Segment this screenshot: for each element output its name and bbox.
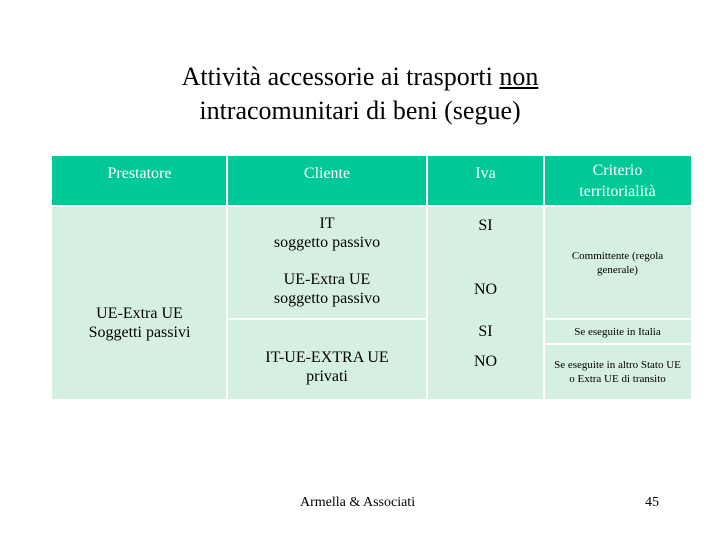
- title-line-1-text: Attività accessorie ai trasporti: [181, 62, 500, 91]
- separator: [544, 318, 691, 320]
- iva-privati-no-cell: NO: [427, 344, 544, 399]
- page-number: 45: [645, 495, 659, 510]
- header-prestatore: Prestatore: [52, 156, 227, 206]
- criterio-italia-cell: Se eseguite in Italia: [544, 319, 691, 344]
- criterio-altro-stato-cell: Se eseguite in altro Stato UE o Extra UE di transito: [544, 344, 691, 399]
- title-line-2: intracomunitari di beni (segue): [199, 96, 521, 125]
- cliente-it-line-2: soggetto passivo: [273, 233, 381, 251]
- cliente-it-line-1: IT: [319, 214, 335, 232]
- header-criterio: Criterio territorialità: [544, 156, 691, 206]
- cliente-it-cell: [227, 206, 427, 259]
- cliente-ue-line-1: UE-Extra UE: [283, 271, 371, 288]
- separator: [426, 156, 428, 399]
- iva-ue-cell: NO: [427, 259, 544, 319]
- slide-title: [60, 60, 660, 128]
- territoriality-table: [52, 156, 691, 399]
- iva-it-cell: SI: [427, 206, 544, 259]
- title-underlined-word: non: [499, 62, 539, 91]
- prestatore-cell: [52, 206, 227, 399]
- criterio-committente-cell: Committente (regola generale): [544, 206, 691, 319]
- separator: [544, 343, 691, 345]
- header-cliente: Cliente: [227, 156, 427, 206]
- separator: [543, 156, 545, 399]
- prestatore-line-2: Soggetti passivi: [88, 323, 191, 341]
- cliente-privati-cell: [227, 319, 427, 399]
- title-line-1: [60, 60, 660, 94]
- cliente-ue-line-2: soggetto passivo: [273, 290, 381, 307]
- footer-author: Armella & Associati: [300, 495, 416, 510]
- prestatore-line-1: UE-Extra UE: [96, 304, 183, 322]
- header-iva: Iva: [427, 156, 544, 206]
- cliente-privati-line-1: IT-UE-EXTRA UE: [265, 349, 389, 366]
- separator: [227, 318, 427, 320]
- iva-privati-si-cell: SI: [427, 319, 544, 344]
- separator: [52, 205, 691, 207]
- separator: [226, 156, 228, 399]
- cliente-ue-cell: [227, 259, 427, 319]
- cliente-privati-line-2: privati: [306, 368, 348, 385]
